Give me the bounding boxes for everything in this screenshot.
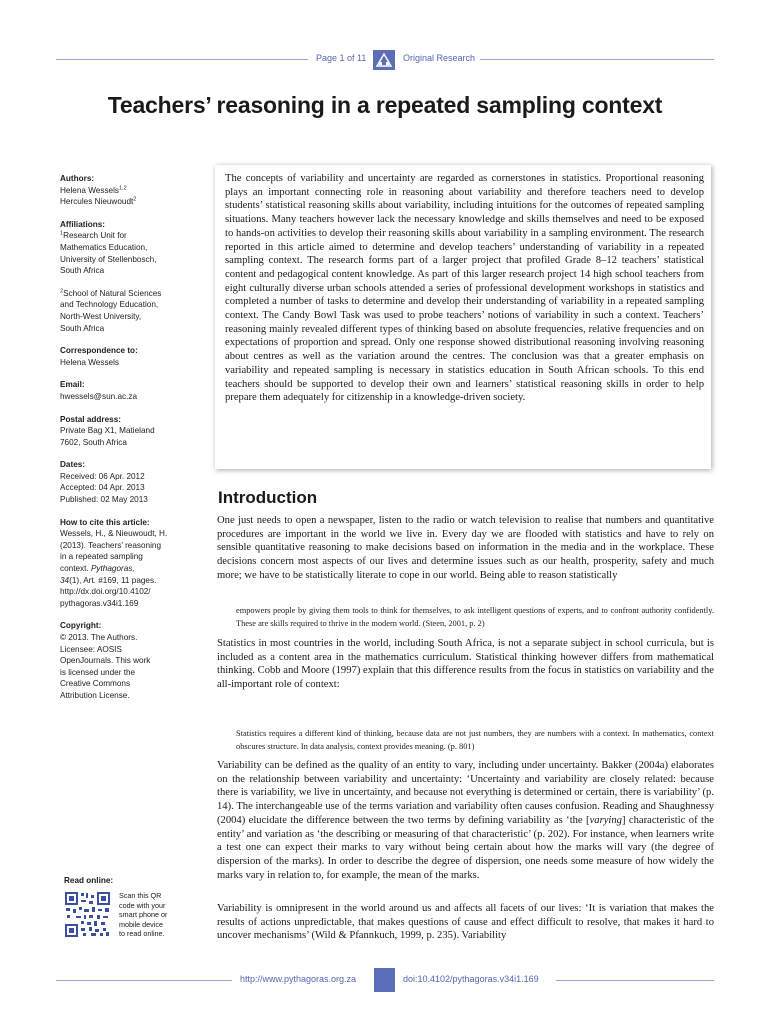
read-online-block [64,876,194,939]
dates-heading: Dates: [60,460,86,470]
read-online-heading: Read online: [64,876,114,885]
email-link[interactable]: hwessels@sun.ac.za [60,391,138,401]
read-online-text: to read online. [119,929,165,939]
copyright-line: OpenJournals. This work [60,656,151,666]
affiliation-line: North-West University, [60,311,142,321]
authors-block [60,173,195,208]
authors-heading: Authors: [60,174,95,183]
copyright-line: Attribution License. [60,690,130,700]
footer-rule-left [56,980,232,981]
doi-link[interactable]: http://dx.doi.org/10.4102/ [60,587,151,597]
citation-heading: How to cite this article: [60,517,150,527]
read-online-text: smart phone or [119,910,168,920]
body-paragraph: Variability can be defined as the quality of an entity to vary, including under uncertainty. Bakker (2004a) elaborates on the relationship between variability and uncertainty: ‘Uncertainty and variability are closely related: because there is variability, we live in uncertainty, and because not everything is determined or certain, there is variability’ (p. 14). The interchangeable use of the terms variation and variability often causes confusion. Reading and Shaughnessy (2004) elucidate the difference between the two terms by defining variability as ‘the [varying] characteristic of the entity’ and variation as ‘the describing or measuring of that characteristic’ (p. 202). For instance, when learners write a test one can expect their marks to vary without being certain about how the marks will vary (the degree of dispersion of the marks). In order to describe the degree of dispersion, one needs some measure of how widely the marks vary in relation to, for example, the mean of the marks. [217,760,714,881]
copyright-line: Licensee: AOSIS [60,644,122,654]
correspondence-name: Helena Wessels [60,357,120,367]
date-accepted: Accepted: 04 Apr. 2013 [60,483,145,493]
author-name: Helena Wessels$^{1,2}$ [60,184,127,195]
pythagoras-logo-icon [373,50,395,70]
postal-heading: Postal address: [60,414,121,424]
affiliations-heading: Affiliations: [60,219,106,229]
email-heading: Email: [60,380,85,390]
affiliation-line: $^2$School of Natural Sciences [60,288,162,298]
affiliation-line: South Africa [60,323,105,333]
footer-accent-block [374,968,395,992]
postal-block [60,414,195,449]
header-rule-left [56,59,308,60]
copyright-block [60,620,195,701]
correspondence-heading: Correspondence to: [60,346,138,356]
citation-line: 34(1), Art. #169, 11 pages. [60,575,157,585]
footer-rule-right [556,980,714,981]
affiliation-line: Mathematics Education, [60,242,148,252]
postal-line: 7602, South Africa [60,437,127,447]
journal-logo [373,50,395,70]
doi-link[interactable]: pythagoras.v34i1.169 [60,598,139,608]
footer-doi-link[interactable]: doi:10.4102/pythagoras.v34i1.169 [403,974,539,984]
block-quote: empowers people by giving them tools to think for themselves, to ask intelligent questions of experts, and to confront authority confidently. These are skills required to thrive in the modern world. (Steen, 2001, p. 2) [236,606,714,628]
affiliations-block [60,219,195,334]
article-info-sidebar [60,173,195,713]
postal-line: Private Bag X1, Matieland [60,426,155,436]
author-name: Hercules Nieuwoudt$^2$ [60,196,137,207]
journal-url-link[interactable]: http://www.pythagoras.org.za [240,974,357,984]
article-title: Teachers’ reasoning in a repeated sampling context [107,92,663,118]
introduction-heading: Introduction [218,488,318,507]
block-quote: Statistics requires a different kind of thinking, because data are not just numbers, they are numbers with a context. In mathematics, context obscures structure. In data analysis, context provides meaning. (p. 801) [236,729,714,751]
affiliation-line: University of Stellenbosch, [60,254,157,264]
date-published: Published: 02 May 2013 [60,495,148,505]
copyright-line: is licensed under the [60,667,136,677]
correspondence-block [60,345,195,368]
affiliation-line: South Africa [60,266,105,276]
citation-line: context. Pythagoras, [60,564,135,574]
citation-block [60,517,195,610]
copyright-line: Creative Commons [60,679,131,689]
read-online-text: code with your [119,900,166,910]
body-paragraph: Statistics in most countries in the world, including South Africa, is not a separate subject in school curricula, but is included as a content area in the mathematics curriculum. Statistical thinking however differs from mathematical thinking. Cobb and Moore (1997) explain that this difference results from the focus in statistics on variability and the all-important role of context: [217,638,714,691]
date-received: Received: 06 Apr. 2012 [60,471,145,481]
read-online-text: mobile device [119,919,163,929]
body-paragraph: One just needs to open a newspaper, listen to the radio or watch television to realise that numbers and quantitative procedures are important in the world we live in. Every day we are flooded with statistics and have to rely on sensible quantitative reasoning to make decisions based on information in the media and in the workplace. These decisions concern most aspects of our lives and determine issues such as our health, prosperity, safety and much more; we have to be statistically literate to cope in our world. Being able to reason statistically [217,515,714,581]
abstract-box: The concepts of variability and uncertainty are regarded as cornerstones in statistics. Proportional reasoning plays an important connecting role in reasoning about variability and therefore teachers need to develop students’ statistical reasoning skills about variability, including intuitions for the outcomes of repeated sampling situations. Many teachers however lack the necessary knowledge and skills themselves and need to be exposed to hands-on activities to develop their reasoning skills about variability in a sampling environment. The research reported in this article aimed to determine and develop teachers’ understanding of variability in a repeated sampling context. The research forms part of a larger project that profiled Grade 8–12 teachers’ statistical content and pedagogical content knowledge. As part of this larger research project 14 high school teachers from eight culturally diverse urban schools attended a series of professional development workshops in statistics and completed a number of tasks to determine and develop their understanding of variability in a repeated sampling context. The Candy Bowl Task was used to probe teachers’ notions of variability in such a context. Teachers’ reasoning mainly revealed different types of thinking based on absolute frequencies, relative frequencies and on expectations of proportion and spread. Only one response showed distributional reasoning involving reasoning about centres as well as the variation around the centres. The conclusion was that a greater emphasis on variability and repeated sampling is necessary in statistics education in South African schools. To this end teachers should be supported to develop their own and learners’ statistical reasoning skills in order to help prepare them adequately for citizenship in a knowledge-driven society. [215,165,711,469]
page-label: Page 1 of 11 [316,53,367,63]
email-block [60,379,195,402]
copyright-line: © 2013. The Authors. [60,633,138,642]
citation-line: (2013). Teachers’ reasoning [60,540,162,550]
citation-line: Wessels, H., & Nieuwoudt, H. [60,529,168,539]
body-paragraph: Variability is omnipresent in the world around us and affects all facets of our lives: ‘It is variation that makes the results of actions unpredictable, that makes questions of cause and effect difficult to resolve, that makes it hard to uncover mechanisms’ (Wild & Pfannkuch, 1999, p. 235). Variability [217,903,714,942]
citation-line: in a repeated sampling [60,552,143,562]
affiliation-line: $^1$Research Unit for [60,230,127,241]
dates-block [60,459,195,505]
section-label: Original Research [403,53,476,63]
affiliation-line: and Technology Education, [60,300,159,310]
copyright-heading: Copyright: [60,621,102,631]
qr-code-icon[interactable] [64,891,111,938]
read-online-text: Scan this QR [119,891,162,900]
header-rule-right [480,59,714,60]
